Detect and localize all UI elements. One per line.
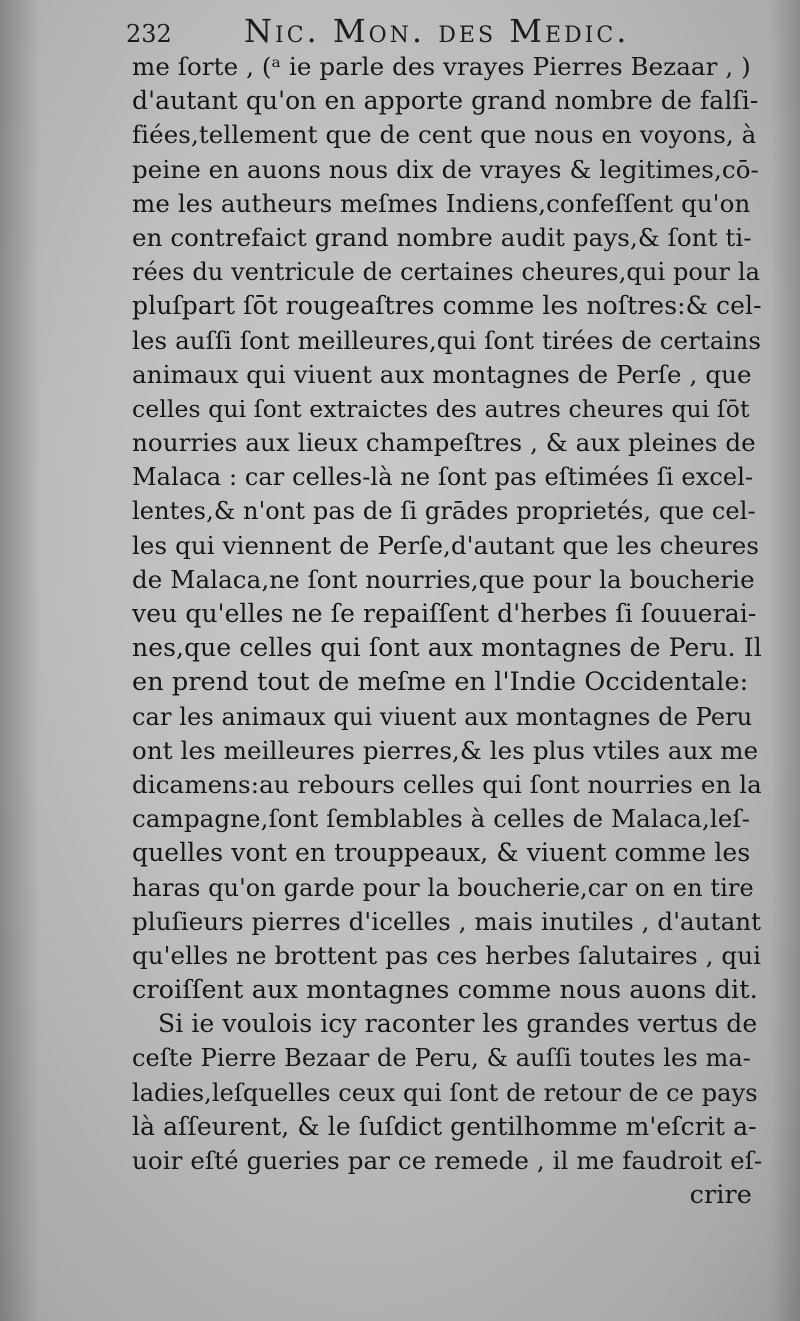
text-line: quelles vont en trouppeaux, & viuent comme les [132,838,751,868]
text-line-paragraph-start: Si ie voulois icy raconter les grandes vertus de [158,1009,758,1039]
text-line: animaux qui viuent aux montagnes de Perſe , que [132,359,752,389]
text-line: car les animaux qui viuent aux montagnes de Peru [132,702,753,731]
text-line: pluſieurs pierres d'icelles , mais inutiles , d'autant [132,906,762,936]
text-line: les auſſi ſont meilleures,qui ſont tirées de certains [132,325,762,355]
text-line: d'autant qu'on en apporte grand nombre de falſi- [132,86,759,116]
text-line: pluſpart ſōt rougeaſtres comme les noſtres:& cel- [132,291,762,321]
text-line: rées du ventricule de certaines cheures,qui pour la [132,258,760,287]
running-title: Nic. Mon. des Medic. [244,12,630,50]
text-line: en contrefaict grand nombre audit pays,& ſont ti- [132,222,752,252]
text-line: ont les meilleures pierres,& les plus vtiles aux me [132,735,759,765]
text-line: lentes,& n'ont pas de ſi grādes proprietés, que cel- [132,497,756,526]
text-line: nes,que celles qui ſont aux montagnes de Peru. Il [132,633,762,663]
catchword: crire [689,1180,752,1211]
page-number: 232 [126,20,172,48]
text-line: veu qu'elles ne ſe repaiſſent d'herbes ſi ſouuerai- [132,599,757,628]
running-head [126,12,766,52]
text-line: dicamens:au rebours celles qui ſont nourries en la [132,769,762,799]
text-line: ladies,leſquelles ceux qui ſont de retour de ce pays [132,1078,758,1107]
text-line: haras qu'on garde pour la boucherie,car on en tire [132,873,754,902]
text-line: croiſſent aux montagnes comme nous auons dit. [132,975,758,1006]
text-line: me ſorte , (ᵃ ie parle des vrayes Pierres Bezaar , ) [132,52,751,81]
text-line: les qui viennent de Perſe,d'autant que les cheures [132,530,760,560]
text-line: campagne,ſont ſemblables à celles de Malaca,leſ- [132,804,750,834]
text-line: uoir eſté gueries par ce remede , il me faudroit eſ- [132,1146,763,1175]
text-line: ceſte Pierre Bezaar de Peru, & auſſi toutes les ma- [132,1044,751,1073]
text-line: là aſſeurent, & le ſuſdict gentilhomme m'eſcrit a- [132,1111,757,1141]
text-line: me les autheurs meſmes Indiens,confeſſent qu'on [132,188,751,218]
text-line: peine en auons nous dix de vrayes & legitimes,cō- [132,154,759,184]
text-line: de Malaca,ne ſont nourries,que pour la boucherie [132,564,755,594]
text-line: qu'elles ne brottent pas ces herbes ſalutaires , qui [132,940,762,970]
text-line: fiées,tellement que de cent que nous en voyons, à [132,120,757,150]
text-line: en prend tout de meſme en l'Indie Occidentale: [132,667,749,698]
text-line: celles qui ſont extraictes des autres cheures qui ſōt [132,394,750,423]
text-line: nourries aux lieux champeſtres , & aux pleines de [132,428,756,458]
text-line: Malaca : car celles-là ne ſont pas eſtimées ſi excel- [132,463,754,492]
body-text [132,50,762,1212]
